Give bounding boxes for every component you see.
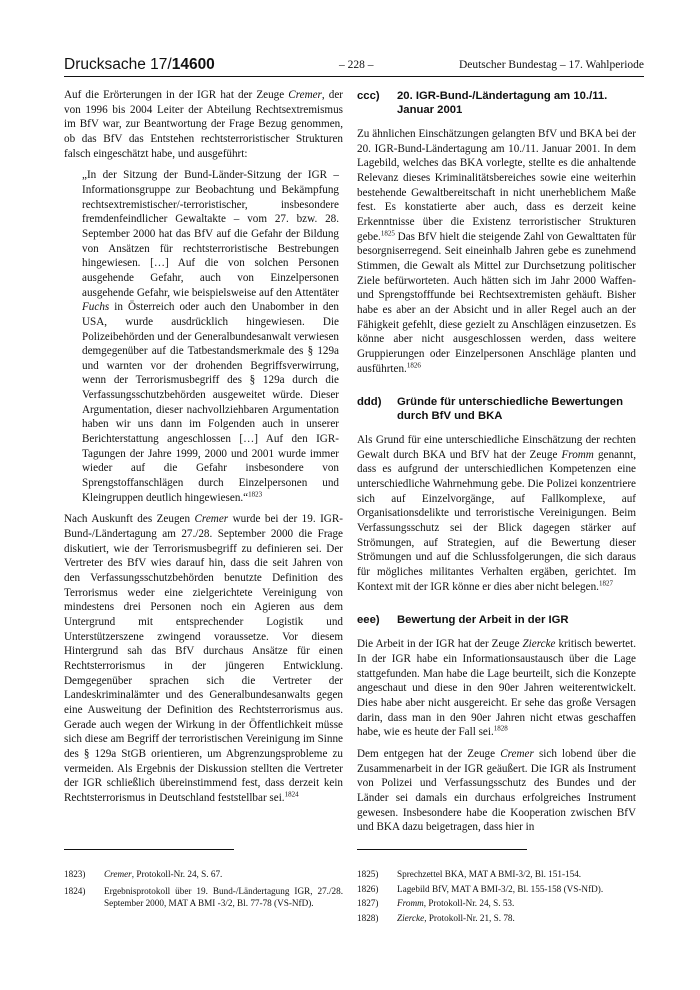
section-heading <box>357 613 636 627</box>
footnote-text: Ziercke, Protokoll-Nr. 21, S. 78. <box>397 912 515 923</box>
page-number: – 228 – <box>339 59 374 71</box>
witness-name: Ziercke <box>522 638 556 651</box>
paragraph: Die Arbeit in der IGR hat der Zeuge Ziercke kritisch bewertet. In der IGR habe ein Informationsaustausch über die Lage stattgefunden. Man habe die Lage beurteilt, sich die Konzepte angeschaut und diese in den 90er Jahren weiterentwickelt. Dies habe aber nicht ausgereicht. Er sehe das große Versagen darin, dass man in den 90er Jahren nicht etwas geschaffen habe, wie es heute der Fall sei.$^{1828}$ <box>357 638 636 739</box>
footnote <box>357 897 636 910</box>
section-heading <box>357 395 636 423</box>
section-number: eee) <box>357 614 380 627</box>
footnote-text: Lagebild BfV, MAT A BMI-3/2, Bl. 155-158 (VS-NfD). <box>397 883 604 894</box>
footnote-ref[interactable]: 1827 <box>598 579 613 587</box>
section-heading <box>357 89 636 117</box>
document-prefix: Drucksache 17/ <box>64 56 172 73</box>
left-column <box>64 88 343 813</box>
footnote-number: 1824) <box>64 885 86 896</box>
footnote-text: Sprechzettel BKA, MAT A BMI-3/2, Bl. 151-154. <box>397 869 582 879</box>
publisher: Deutscher Bundestag – 17. Wahlperiode <box>458 59 644 71</box>
footnote-text: Fromm, Protokoll-Nr. 24, S. 53. <box>397 898 515 908</box>
footnote-rule <box>64 849 234 850</box>
document-id <box>64 56 215 74</box>
footnote-number: 1825) <box>357 869 379 879</box>
footnotes-right <box>357 868 636 926</box>
footnote <box>64 868 343 881</box>
footnote-number: 1826) <box>357 883 379 894</box>
right-column <box>357 88 636 842</box>
footnote-ref[interactable]: 1826 <box>406 360 421 369</box>
footnote <box>357 912 636 925</box>
footnote <box>357 868 636 881</box>
spacer <box>357 601 636 612</box>
section-title: Gründe für unterschiedliche Bewertungen durch BfV und BKA <box>397 396 623 423</box>
section-number: ddd) <box>357 396 382 409</box>
footnote-number: 1823) <box>64 869 86 879</box>
footnote-rule <box>357 849 527 850</box>
footnote-ref[interactable]: 1824 <box>284 790 299 799</box>
footnote-text: Cremer, Protokoll-Nr. 24, S. 67. <box>104 869 223 879</box>
paragraph: Dem entgegen hat der Zeuge Cremer sich lobend über die Zusammenarbeit in der IGR geäußert. Die IGR als Instrument von Polizei und Verfassungsschutz des Bundes und der Länder sei damals ein durchaus erfolgreiches Instrument gewesen. Insbesondere habe die Kooperation zwischen BfV und BKA dazu beigetragen, dass hier in <box>357 747 636 834</box>
block-quote: „In der Sitzung der Bund-Länder-Sitzung der IGR – Informationsgruppe zur Beobachtung und Bekämpfung rechtsextremistischer/-terroristischer, insbesondere fremdenfeindlicher Gewaltakte – vom 27. bzw. 28. September 2000 hat das BfV auf die Gefahr der Bildung von Ansätzen für rechtsterroristische Bestrebungen hingewiesen. […] Auf die von solchen Personen ausgehende Gefahr, auch von Einzelpersonen ausgehende Gefahr, wie beispielsweise auf den Attentäter Fuchs in Österreich oder auch den Unabomber in den USA, wurde ausdrücklich hingewiesen. Die Polizeibehörden und der Generalbundesanwalt verwiesen demgegenüber auf die Tatbestandsmerkmale des § 129a und warnten vor der drohenden Begriffsverwirrung, wenn der Terrorismusbegriff des § 129a durch die Verfassungsschutzbehörden ausgeweitet würde. Dieser Argumentation, dieser nachvollziehbaren Argumentation haben wir uns dann im Folgenden auch in unserer Berichterstattung angeschlossen […] Auf den IGR-Tagungen der Jahre 1999, 2000 und 2001 wurde immer wieder auf die Gefahr insbesondere von Sprengstoffanschlägen durch Einzelpersonen und Kleingruppen deutlich hingewiesen.“$^{1823}$ <box>82 169 339 504</box>
footnote <box>64 885 343 910</box>
witness-name: Cremer <box>288 89 322 101</box>
section-title: 20. IGR-Bund-/Ländertagung am 10./11. Januar 2001 <box>397 90 608 116</box>
page-header <box>64 56 644 78</box>
section-number: ccc) <box>357 90 380 102</box>
document-number: 14600 <box>171 56 215 73</box>
witness-name: Fromm <box>561 448 594 461</box>
person-name: Fuchs <box>82 301 110 314</box>
witness-name: Cremer <box>194 513 229 526</box>
footnote-ref[interactable]: 1823 <box>248 490 263 498</box>
footnote-ref[interactable]: 1828 <box>493 724 508 733</box>
footnote-text: Ergebnisprotokoll über 19. Bund-/Ländertagung IGR, 27./28. September 2000, MAT A BMI -3/2, Bl. 77-78 (VS-NfD). <box>104 885 343 908</box>
witness-name: Cremer <box>500 747 534 760</box>
paragraph: Zu ähnlichen Einschätzungen gelangten BfV und BKA bei der 20. IGR-Bund-Ländertagung am 10./11. Januar 2001. In dem Lagebild, welches das BKA vorlegte, stellte es die anhaltende Relevanz dieses Kriminalitätsbereiches sowie eine weiterhin bestehende Gewaltbereitschaft in nicht unerheblichem Maße fest. Es konstatierte aber auch, dass es derzeit keine Erkenntnisse über die Existenz terroristischer Strukturen gebe.$^{1825}$ Das BfV hielt die steigende Zahl von Gewalttaten für besorgniserregend. Seit eineinhalb Jahren gebe es zunehmend Stimmen, die Gewalt als Mittel zur Durchsetzung politischer Ziele befürworteten. Auch hätten sich im Jahr 2000 Waffen- und Sprengstofffunde bei Rechtsextremisten gehäuft. Bisher habe es aber an der Absicht und in aller Regel auch an der Fähigkeit gefehlt, diese gezielt zu Anschlägen einzusetzen. Es könne aber nicht ausgeschlossen werden, dass weitere Gruppierungen oder Einzelpersonen Anschläge planten und ausführten.$^{1826}$ <box>357 128 636 375</box>
spacer <box>357 383 636 394</box>
header-rule <box>64 76 644 77</box>
footnotes-left <box>64 868 343 914</box>
paragraph: Als Grund für eine unterschiedliche Einschätzung der rechten Gewalt durch BKA und BfV hat der Zeuge Fromm genannt, dass es aufgrund der unterschiedlichen Kompetenzen eine unterschiedliche Wahrnehmung gebe. Die Polizei konzentriere sich auf Einzelvorgänge, auf Fallkomplexe, auf Organisationsdelikte und terroristische Vereinigungen. Beim Verfassungsschutz sei der Blick dagegen stärker auf Strömungen, auf Strategien, auf die Bewertung dieser Strömungen und auf die Schlussfolgerungen, die sich daraus für mögliches militantes Verhalten ergäben, gerichtet. Im Kontext mit der IGR könne er dies aber nicht belegen.$^{1827}$ <box>357 434 636 593</box>
section-title: Bewertung der Arbeit in der IGR <box>397 614 569 627</box>
paragraph: Nach Auskunft des Zeugen Cremer wurde bei der 19. IGR-Bund-/Ländertagung am 27./28. September 2000 die Frage diskutiert, wie der Terrorismusbegriff zu definieren sei. Der Vertreter des BfV wies darauf hin, dass die seit Jahren von den Verfassungsschutzbehörden benutzte Definition des Terrorismus weder eine zielgerichtete Vereinigung von mindestens drei Personen noch ein Agieren aus dem Untergrund mit entsprechender Logistik und Unterstützerszene zwingend voraussetze. Vor diesem Hintergrund sah das BfV durchaus Ansätze für einen Rechtsterrorismus in der jüngeren Entwicklung. Demgegenüber sprachen sich die Vertreter der Landeskriminalämter und des Generalbundesanwalts gegen eine Ausweitung der Definition des Rechtsterrorismus aus. Gerade auch wegen der Wirkung in der Öffentlichkeit müsse sich diese am Begriff der terroristischen Vereinigung im Sinne des § 129a StGB orientieren, um Abgrenzungsprobleme zu vermeiden. Als Ergebnis der Diskussion stellten die Vertreter der IGR schließlich übereinstimmend fest, dass derzeit kein Rechtsterrorismus in Deutschland feststellbar sei.$^{1824}$ <box>64 513 343 804</box>
footnote-number: 1827) <box>357 898 379 908</box>
footnote-ref[interactable]: 1825 <box>380 228 395 237</box>
footnote-number: 1828) <box>357 912 379 923</box>
footnote <box>357 883 636 896</box>
paragraph: Auf die Erörterungen in der IGR hat der Zeuge Cremer, der von 1996 bis 2004 Leiter der Abteilung Rechtsextremismus im BfV war, zur Beantwortung der Frage Bezug genommen, ob das BfV das Entstehen rechtsterroristischer Strukturen falsch eingeschätzt habe, und ausgeführt: <box>64 89 343 160</box>
